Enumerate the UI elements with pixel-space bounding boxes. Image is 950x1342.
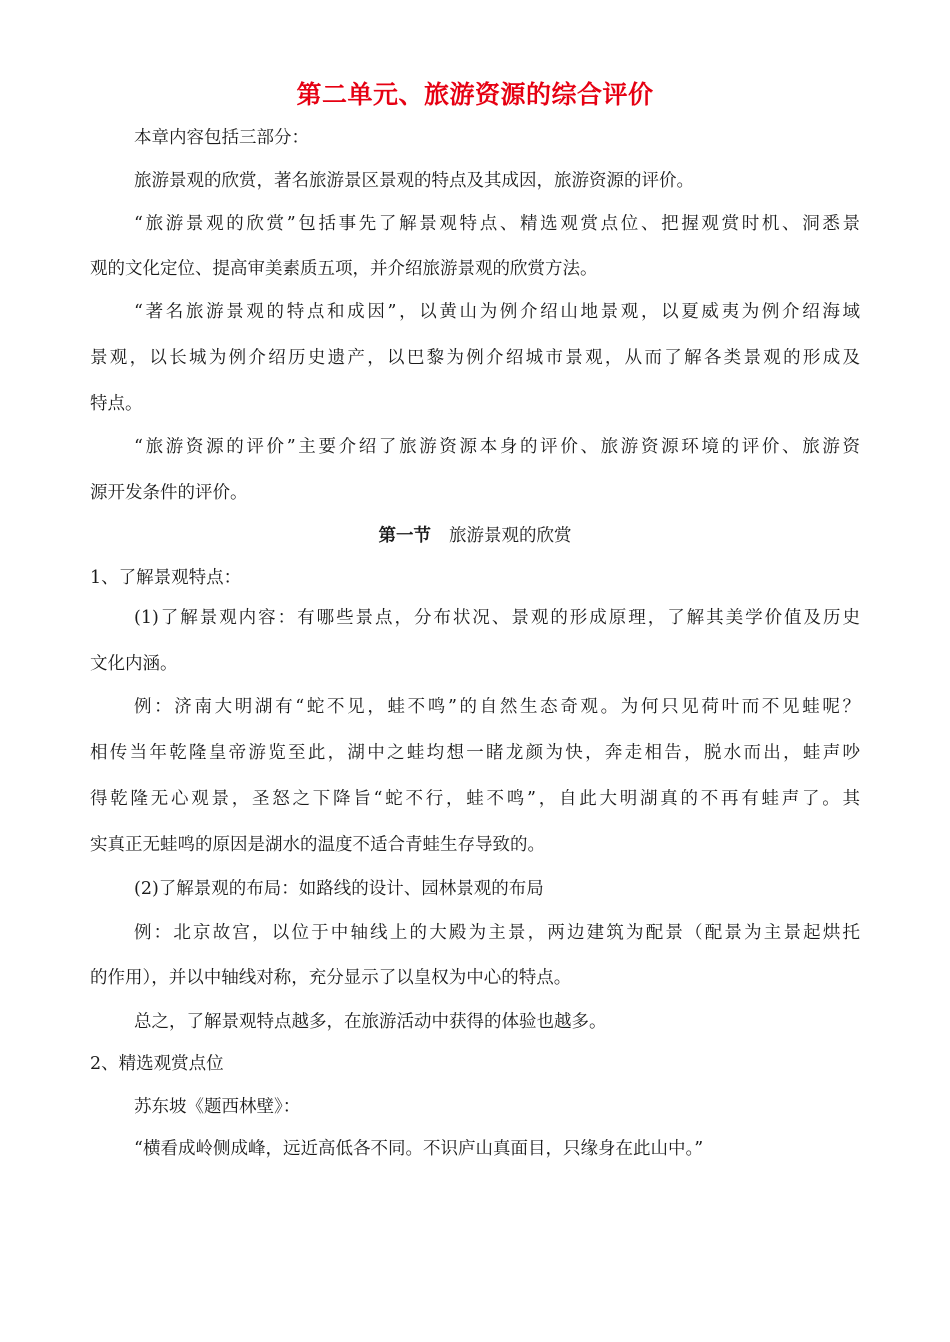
- summary-line: 总之，了解景观特点越多，在旅游活动中获得的体验也越多。: [134, 1012, 607, 1032]
- example-line: 的作用），并以中轴线对称，充分显示了以皇权为中心的特点。: [90, 968, 572, 988]
- intro-line: “旅游资源的评价”主要介绍了旅游资源本身的评价、旅游资源环境的评价、旅游资: [134, 437, 860, 457]
- intro-line: 旅游景观的欣赏，著名旅游景区景观的特点及其成因，旅游资源的评价。: [134, 171, 694, 191]
- intro-line: 源开发条件的评价。: [90, 483, 248, 503]
- intro-line: 观的文化定位、提高审美素质五项，并介绍旅游景观的欣赏方法。: [90, 259, 598, 279]
- poem-text: “横看成岭侧成峰，远近高低各不同。不识庐山真面目，只缘身在此山中。”: [134, 1139, 704, 1159]
- example-line: 例：济南大明湖有“蛇不见，蛙不鸣”的自然生态奇观。为何只见荷叶而不见蛙呢？: [134, 697, 860, 717]
- body-line: (2)了解景观的布局：如路线的设计、园林景观的布局: [134, 879, 544, 899]
- section-number: 第一节: [378, 526, 431, 546]
- body-line: 文化内涵。: [90, 654, 178, 674]
- section-heading: [0, 524, 950, 548]
- intro-line: 本章内容包括三部分：: [134, 128, 309, 148]
- intro-line: 特点。: [90, 394, 143, 414]
- heading-1: 1、了解景观特点：: [90, 568, 242, 588]
- intro-line: 景观，以长城为例介绍历史遗产，以巴黎为例介绍城市景观，从而了解各类景观的形成及: [90, 348, 860, 368]
- intro-line: “著名旅游景观的特点和成因”，以黄山为例介绍山地景观，以夏威夷为例介绍海域: [134, 302, 860, 322]
- example-line: 得乾隆无心观景，圣怒之下降旨“蛇不行，蛙不鸣”，自此大明湖真的不再有蛙声了。其: [90, 789, 860, 809]
- heading-2: 2、精选观赏点位: [90, 1054, 224, 1074]
- document-title: 第二单元、旅游资源的综合评价: [296, 80, 654, 109]
- body-line: (1)了解景观内容：有哪些景点，分布状况、景观的形成原理，了解其美学价值及历史: [134, 608, 860, 628]
- example-line: 例：北京故宫，以位于中轴线上的大殿为主景，两边建筑为配景（配景为主景起烘托: [134, 923, 860, 943]
- example-line: 相传当年乾隆皇帝游览至此，湖中之蛙均想一睹龙颜为快，奔走相告，脱水而出，蛙声吵: [90, 743, 860, 763]
- section-name: 旅游景观的欣赏: [449, 526, 572, 546]
- example-line: 实真正无蛙鸣的原因是湖水的温度不适合青蛙生存导致的。: [90, 835, 545, 855]
- poem-title: 苏东坡《题西林壁》：: [134, 1097, 301, 1117]
- intro-line: “旅游景观的欣赏”包括事先了解景观特点、精选观赏点位、把握观赏时机、洞悉景: [134, 214, 860, 234]
